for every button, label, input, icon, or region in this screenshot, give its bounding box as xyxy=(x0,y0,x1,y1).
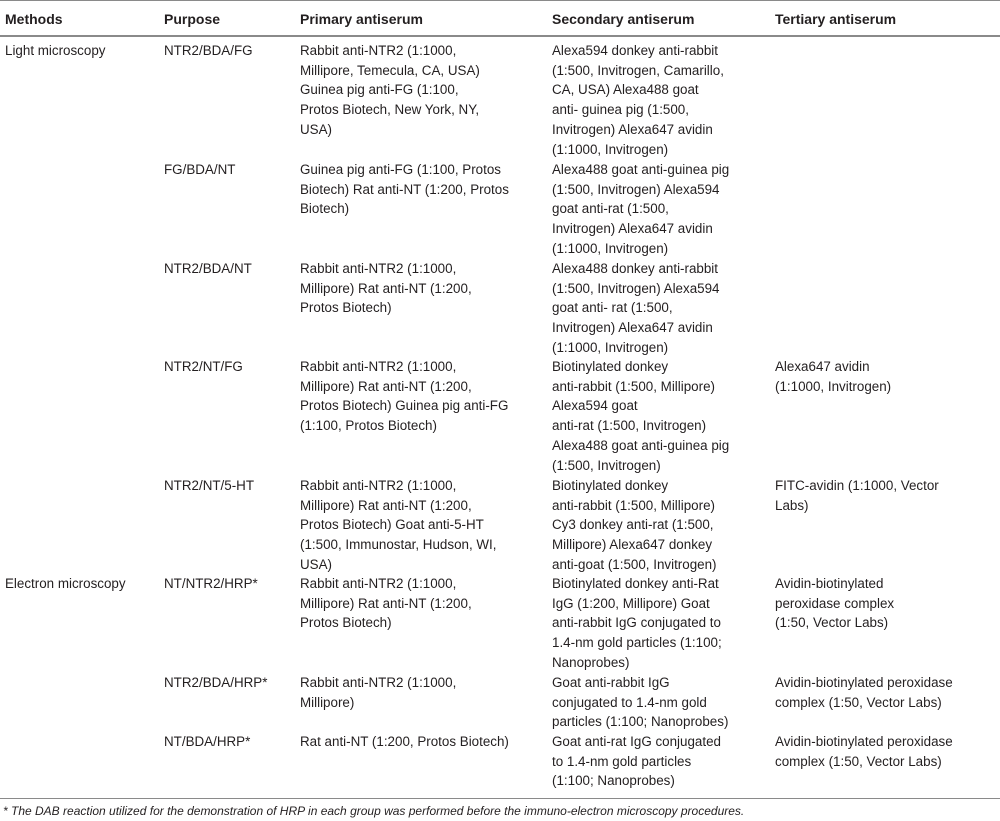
header-rule xyxy=(0,35,1000,37)
primary-antiserum-line: Protos Biotech, New York, NY, xyxy=(300,102,480,118)
tertiary-antiserum-line: Alexa647 avidin xyxy=(775,359,870,374)
header-tertiary-antiserum: Tertiary antiserum xyxy=(775,11,897,27)
primary-antiserum-line: Millipore) xyxy=(300,694,355,710)
secondary-antiserum-line: Alexa594 donkey anti-rabbit xyxy=(552,43,719,58)
purpose-cell: NT/BDA/HRP* xyxy=(164,734,251,749)
secondary-antiserum-line: Biotinylated donkey xyxy=(552,478,669,493)
secondary-antiserum-line: anti-rabbit (1:500, Millipore) xyxy=(552,378,715,394)
secondary-antiserum-line: anti- guinea pig (1:500, xyxy=(552,102,689,118)
tertiary-antiserum-line: FITC-avidin (1:1000, Vector xyxy=(775,478,939,493)
primary-antiserum-line: Protos Biotech) Guinea pig anti-FG xyxy=(300,398,509,414)
tertiary-antiserum-line: (1:1000, Invitrogen) xyxy=(775,378,892,394)
purpose-cell: NTR2/BDA/NT xyxy=(164,261,252,276)
primary-antiserum-line: Millipore, Temecula, CA, USA) xyxy=(300,62,480,78)
secondary-antiserum-line: IgG (1:200, Millipore) Goat xyxy=(552,595,710,611)
secondary-antiserum-line: Goat anti-rabbit IgG xyxy=(552,675,670,690)
secondary-antiserum-line: goat anti-rat (1:500, xyxy=(552,201,669,217)
primary-antiserum-line: Biotech) Rat anti-NT (1:200, Protos xyxy=(300,181,509,197)
secondary-antiserum-line: (1:1000, Invitrogen) xyxy=(552,339,669,355)
secondary-antiserum-line: goat anti- rat (1:500, xyxy=(552,300,673,316)
secondary-antiserum-line: anti-rabbit (1:500, Millipore) xyxy=(552,497,715,513)
secondary-antiserum-line: Millipore) Alexa647 donkey xyxy=(552,537,713,553)
table-top-rule xyxy=(0,0,1000,1)
primary-antiserum-line: Millipore) Rat anti-NT (1:200, xyxy=(300,595,472,611)
secondary-antiserum-line: Alexa488 goat anti-guinea pig xyxy=(552,437,730,453)
secondary-antiserum-line: Invitrogen) Alexa647 avidin xyxy=(552,121,713,137)
primary-antiserum-line: Guinea pig anti-FG (1:100, Protos xyxy=(300,162,501,177)
primary-antiserum-line: Rabbit anti-NTR2 (1:1000, xyxy=(300,261,457,276)
purpose-cell: NTR2/BDA/FG xyxy=(164,43,253,58)
primary-antiserum-line: Guinea pig anti-FG (1:100, xyxy=(300,82,459,98)
secondary-antiserum-line: Alexa488 donkey anti-rabbit xyxy=(552,261,719,276)
tertiary-antiserum-line: (1:50, Vector Labs) xyxy=(775,615,889,631)
secondary-antiserum-line: Alexa488 goat anti-guinea pig xyxy=(552,162,730,177)
primary-antiserum-line: Biotech) xyxy=(300,201,350,217)
tertiary-antiserum-line: peroxidase complex xyxy=(775,595,895,611)
method-cell: Electron microscopy xyxy=(5,576,126,591)
primary-antiserum-line: (1:100, Protos Biotech) xyxy=(300,418,437,434)
primary-antiserum-line: Rabbit anti-NTR2 (1:1000, xyxy=(300,675,457,690)
secondary-antiserum-line: anti-rat (1:500, Invitrogen) xyxy=(552,418,707,434)
secondary-antiserum-line: to 1.4-nm gold particles xyxy=(552,753,692,769)
tertiary-antiserum-line: Avidin-biotinylated xyxy=(775,576,884,591)
primary-antiserum-line: USA) xyxy=(300,121,332,137)
header-secondary-antiserum: Secondary antiserum xyxy=(552,11,695,27)
purpose-cell: NTR2/NT/5-HT xyxy=(164,478,255,493)
purpose-cell: NT/NTR2/HRP* xyxy=(164,576,258,591)
primary-antiserum-line: Millipore) Rat anti-NT (1:200, xyxy=(300,497,472,513)
secondary-antiserum-line: (1:1000, Invitrogen) xyxy=(552,240,669,256)
secondary-antiserum-line: (1:500, Invitrogen) xyxy=(552,457,661,473)
purpose-cell: NTR2/BDA/HRP* xyxy=(164,675,268,690)
method-cell: Light microscopy xyxy=(5,43,106,58)
secondary-antiserum-line: Cy3 donkey anti-rat (1:500, xyxy=(552,517,714,533)
secondary-antiserum-line: (1:100; Nanoprobes) xyxy=(552,773,675,789)
primary-antiserum-line: Rabbit anti-NTR2 (1:1000, xyxy=(300,359,457,374)
primary-antiserum-line: Millipore) Rat anti-NT (1:200, xyxy=(300,378,472,394)
header-methods: Methods xyxy=(5,11,63,27)
tertiary-antiserum-line: Avidin-biotinylated peroxidase xyxy=(775,675,953,690)
primary-antiserum-line: USA) xyxy=(300,556,332,572)
primary-antiserum-line: Protos Biotech) xyxy=(300,615,392,631)
tertiary-antiserum-line: Labs) xyxy=(775,497,809,513)
table-footnote: * The DAB reaction utilized for the demonstration of HRP in each group was performed before the immuno-electron microscopy procedures. xyxy=(3,804,745,818)
secondary-antiserum-line: anti-goat (1:500, Invitrogen) xyxy=(552,556,717,572)
purpose-cell: NTR2/NT/FG xyxy=(164,359,243,374)
header-purpose: Purpose xyxy=(164,11,221,27)
primary-antiserum-line: Protos Biotech) xyxy=(300,300,392,316)
purpose-cell: FG/BDA/NT xyxy=(164,162,236,177)
secondary-antiserum-line: (1:500, Invitrogen) Alexa594 xyxy=(552,280,720,296)
secondary-antiserum-line: particles (1:100; Nanoprobes) xyxy=(552,714,729,730)
secondary-antiserum-line: Goat anti-rat IgG conjugated xyxy=(552,734,721,749)
table-bottom-rule xyxy=(0,798,1000,799)
secondary-antiserum-line: (1:1000, Invitrogen) xyxy=(552,141,669,157)
secondary-antiserum-line: Invitrogen) Alexa647 avidin xyxy=(552,221,713,237)
header-primary-antiserum: Primary antiserum xyxy=(300,11,423,27)
primary-antiserum-line: Rabbit anti-NTR2 (1:1000, xyxy=(300,43,457,58)
secondary-antiserum-line: Biotinylated donkey xyxy=(552,359,669,374)
primary-antiserum-line: (1:500, Immunostar, Hudson, WI, xyxy=(300,537,497,553)
secondary-antiserum-line: 1.4-nm gold particles (1:100; xyxy=(552,635,722,651)
secondary-antiserum-line: anti-rabbit IgG conjugated to xyxy=(552,615,721,631)
tertiary-antiserum-line: complex (1:50, Vector Labs) xyxy=(775,694,942,710)
primary-antiserum-line: Millipore) Rat anti-NT (1:200, xyxy=(300,280,472,296)
secondary-antiserum-line: conjugated to 1.4-nm gold xyxy=(552,694,707,710)
primary-antiserum-line: Protos Biotech) Goat anti-5-HT xyxy=(300,517,484,533)
secondary-antiserum-line: Alexa594 goat xyxy=(552,398,638,414)
tertiary-antiserum-line: complex (1:50, Vector Labs) xyxy=(775,753,942,769)
secondary-antiserum-line: Nanoprobes) xyxy=(552,654,630,670)
secondary-antiserum-line: Invitrogen) Alexa647 avidin xyxy=(552,320,713,336)
secondary-antiserum-line: (1:500, Invitrogen) Alexa594 xyxy=(552,181,720,197)
secondary-antiserum-line: CA, USA) Alexa488 goat xyxy=(552,82,699,98)
tertiary-antiserum-line: Avidin-biotinylated peroxidase xyxy=(775,734,953,749)
primary-antiserum-line: Rabbit anti-NTR2 (1:1000, xyxy=(300,576,457,591)
primary-antiserum-line: Rabbit anti-NTR2 (1:1000, xyxy=(300,478,457,493)
secondary-antiserum-line: Biotinylated donkey anti-Rat xyxy=(552,576,719,591)
secondary-antiserum-line: (1:500, Invitrogen, Camarillo, xyxy=(552,62,724,78)
primary-antiserum-line: Rat anti-NT (1:200, Protos Biotech) xyxy=(300,734,509,749)
